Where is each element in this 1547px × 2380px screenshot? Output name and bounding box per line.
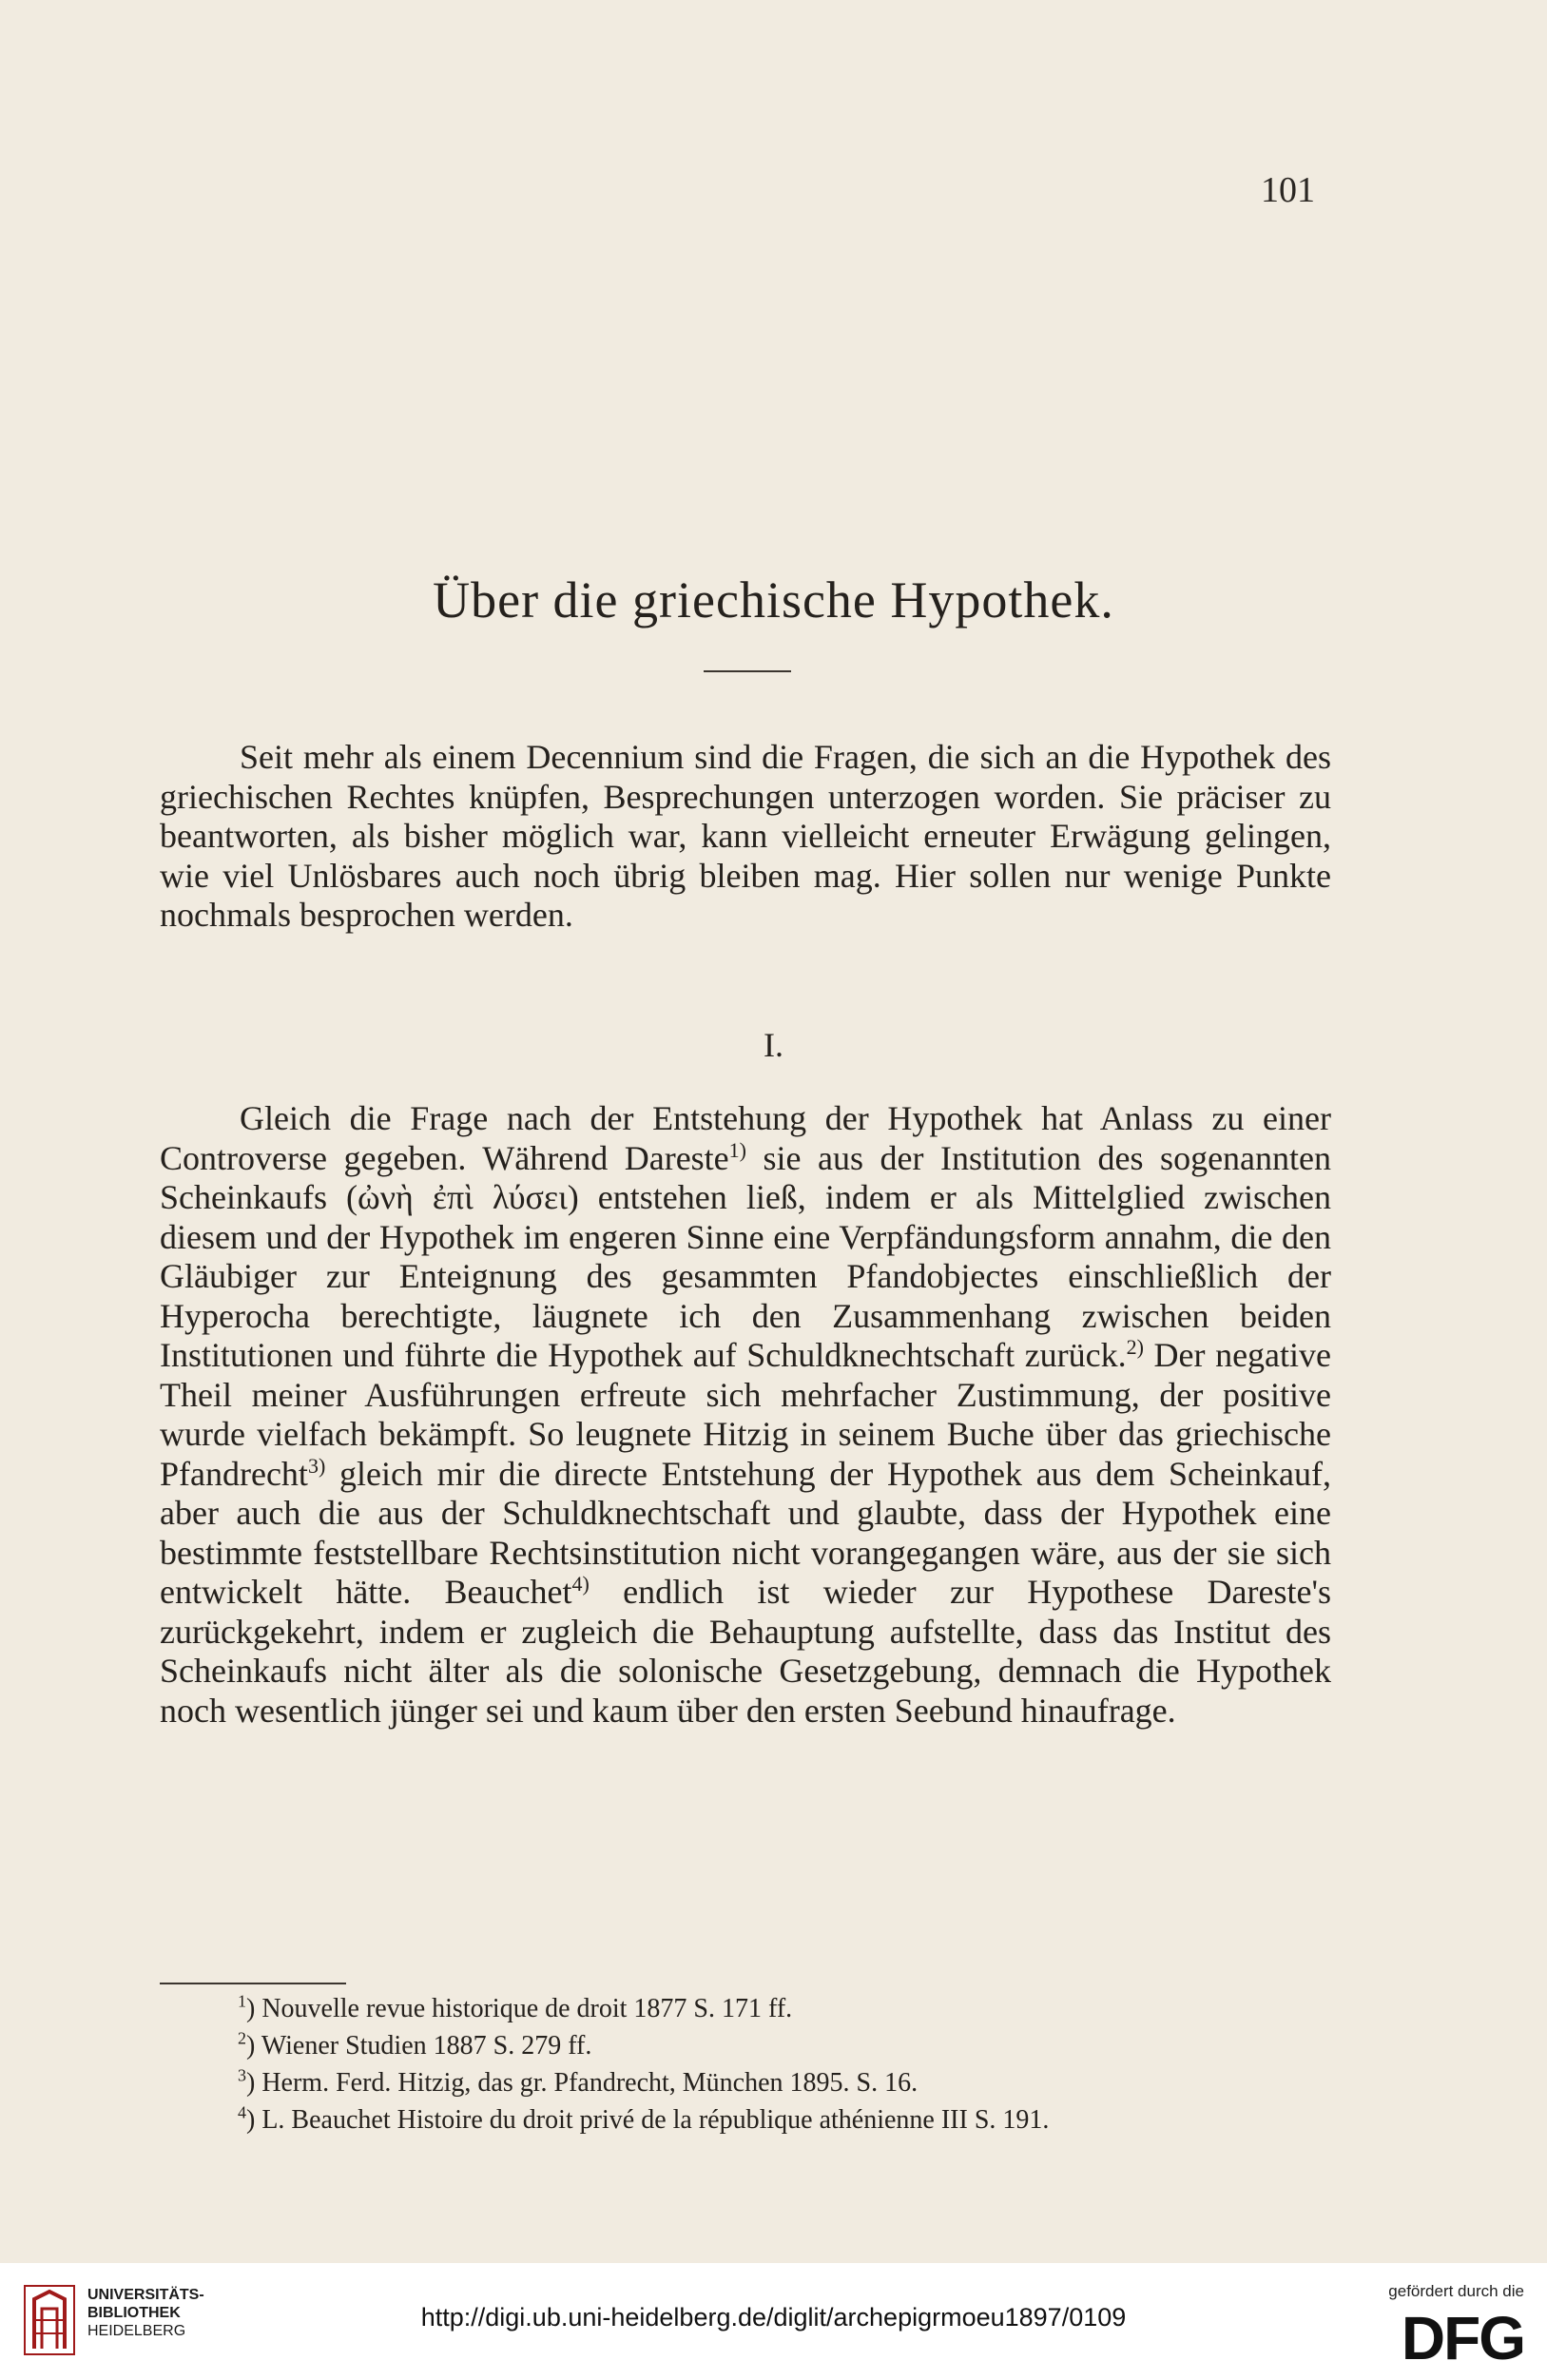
footnote-ref-4: 4) — [571, 1572, 590, 1596]
footnote-mark: 2 — [238, 2028, 246, 2048]
paragraph-1 — [160, 738, 1331, 936]
permalink[interactable]: http://digi.ub.uni-heidelberg.de/diglit/archepigrmoeu1897/0109 — [420, 2303, 1127, 2332]
footnote-text: ) Nouvelle revue historique de droit 1877 S. 171 ff. — [246, 1994, 793, 2023]
paragraph-2-segment: endlich ist wieder zur Hypothese Dareste's zurückgekehrt, indem er zugleich die Behauptung aufstellte, dass das Institut des Scheinkaufs nicht älter als die solonische Gesetzgebung, demnach die Hypothek noch wesentlich jünger sei und kaum über den ersten Seebund hinaufrage. — [160, 1573, 1331, 1730]
section-heading: I. — [764, 1026, 783, 1064]
paragraph-2-segment: sie aus der Institution des sogenannten Scheinkaufs (ὠνὴ ἐπὶ λύσει) entstehen ließ, indem er als Mittelglied zwischen diesem und der Hypothek im engeren Sinne eine Verpfändungsform annahm, die den Gläubiger zur Enteignung des gesammten Pfandobjectes einschließlich der Hyperocha berechtigte, läugnete ich den Zusammenhang zwischen beiden Institutionen und führte die Hypothek auf Schuldknechtschaft zurück. — [160, 1138, 1332, 1374]
library-line-2: BIBLIOTHEK — [87, 2305, 181, 2321]
paragraph-2-segment: gleich mir die directe Entstehung der Hypothek aus dem Scheinkauf, aber auch die aus der Schuldknechtschaft und glaubte, dass der Hypothek eine bestimmte feststellbare Rechtsinstitution nicht vorangegangen wäre, aus der sie sich entwickelt hätte. Beauchet — [160, 1454, 1331, 1611]
footnote-text: ) Wiener Studien 1887 S. 279 ff. — [246, 2031, 592, 2061]
library-line-3: HEIDELBERG — [87, 2323, 186, 2339]
dfg-logo: DFG — [1401, 2304, 1524, 2372]
footnote-ref-1: 1) — [728, 1137, 746, 1162]
article-title: Über die griechische Hypothek. — [433, 571, 1114, 629]
footnote-text: ) Herm. Ferd. Hitzig, das gr. Pfandrecht, München 1895. S. 16. — [246, 2068, 919, 2098]
paragraph-2 — [160, 1099, 1331, 1731]
footnote-mark: 1 — [238, 1991, 246, 2011]
footnote-ref-3: 3) — [307, 1453, 326, 1478]
paragraph-2-text — [160, 1099, 1331, 1731]
footnote-1 — [238, 1990, 1331, 2027]
paragraph-2-segment: Gleich die Frage nach der Entstehung der Hypothek hat Anlass zu einer Controverse gegeben. Während Dareste — [160, 1099, 1331, 1177]
paragraph-2-segment: Der negative Theil meiner Ausführungen erfreute sich mehrfacher Zustimmung, der positive wurde vielfach bekämpft. So leugnete Hitzig in seinem Buche über das griechische Pfandrecht — [160, 1336, 1332, 1493]
footnote-3 — [238, 2064, 1331, 2101]
footnotes — [238, 1990, 1331, 2138]
footnote-divider — [160, 1983, 346, 1984]
footnote-text: ) L. Beauchet Histoire du droit privé de la république athénienne III S. 191. — [246, 2105, 1050, 2135]
paragraph-1-text: Seit mehr als einem Decennium sind die Fragen, die sich an die Hypothek des griechischen Rechtes knüpfen, Besprechungen unterzogen worden. Sie präciser zu beantworten, als bisher möglich war, kann vielleicht erneuter Erwägung gelingen, wie viel Unlösbares auch noch übrig bleiben mag. Hier sollen nur wenige Punkte nochmals besprochen werden. — [160, 738, 1331, 934]
footnote-mark: 4 — [238, 2102, 246, 2122]
footnote-2 — [238, 2027, 1331, 2064]
footnote-4 — [238, 2101, 1331, 2138]
title-divider — [704, 670, 791, 672]
footnote-ref-2: 2) — [1126, 1335, 1144, 1359]
footnote-mark: 3 — [238, 2065, 246, 2085]
page-number: 101 — [1261, 170, 1315, 210]
sponsor-label: gefördert durch die — [1388, 2282, 1524, 2300]
library-line-1: UNIVERSITÄTS- — [87, 2287, 204, 2303]
